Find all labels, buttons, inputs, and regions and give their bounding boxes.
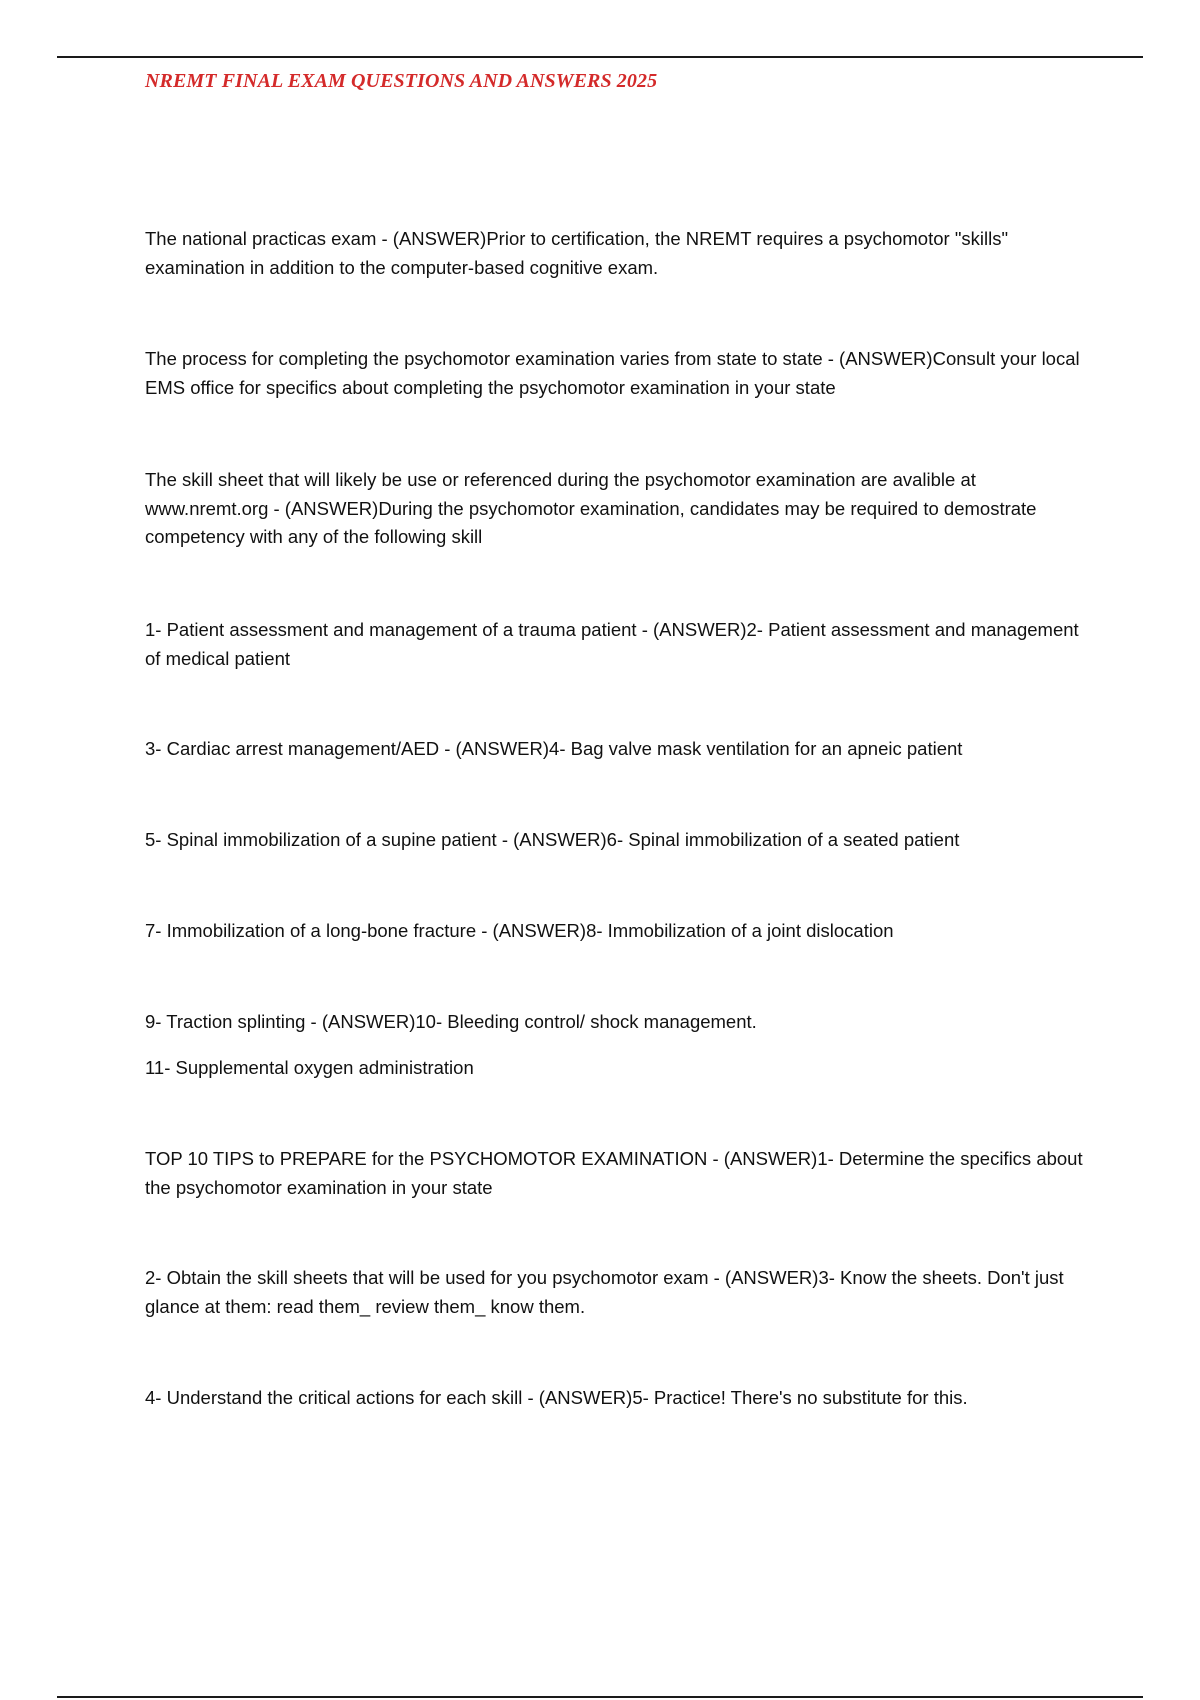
qa-entry-1: The national practicas exam - (ANSWER)Prior to certification, the NREMT requires a psychomotor "skills" examination in addition to the computer-based cognitive exam. [145,228,1009,278]
qa-entry-4: 1- Patient assessment and management of a trauma patient - (ANSWER)2- Patient assessment and management of medical patient [145,619,1079,669]
qa-entry-5: 3- Cardiac arrest management/AED - (ANSWER)4- Bag valve mask ventilation for an apneic patient [145,738,963,759]
qa-entry-6: 5- Spinal immobilization of a supine patient - (ANSWER)6- Spinal immobilization of a seated patient [145,829,960,850]
bottom-rule [57,1696,1143,1698]
qa-entry-3: The skill sheet that will likely be use or referenced during the psychomotor examination are avalible at www.nremt.org - (ANSWER)During the psychomotor examination, candidates may be required to demostrate competency with any of the following skill [145,469,1037,547]
qa-entry-11: 2- Obtain the skill sheets that will be used for you psychomotor exam - (ANSWER)3- Know the sheets. Don't just glance at them: read them_ review them_ know them. [145,1267,1064,1317]
page-title: NREMT FINAL EXAM QUESTIONS AND ANSWERS 2025 [145,70,658,92]
top-rule [57,56,1143,58]
qa-entry-10: TOP 10 TIPS to PREPARE for the PSYCHOMOTOR EXAMINATION - (ANSWER)1- Determine the specifics about the psychomotor examination in your state [145,1148,1083,1198]
qa-entry-8: 9- Traction splinting - (ANSWER)10- Bleeding control/ shock management. [145,1011,757,1032]
qa-entry-9: 11- Supplemental oxygen administration [145,1057,474,1078]
qa-entry-7: 7- Immobilization of a long-bone fracture - (ANSWER)8- Immobilization of a joint dislocation [145,920,894,941]
qa-entry-12: 4- Understand the critical actions for each skill - (ANSWER)5- Practice! There's no substitute for this. [145,1387,968,1408]
qa-entry-2: The process for completing the psychomotor examination varies from state to state - (ANSWER)Consult your local EMS office for specifics about completing the psychomotor examination in your state [145,348,1080,398]
